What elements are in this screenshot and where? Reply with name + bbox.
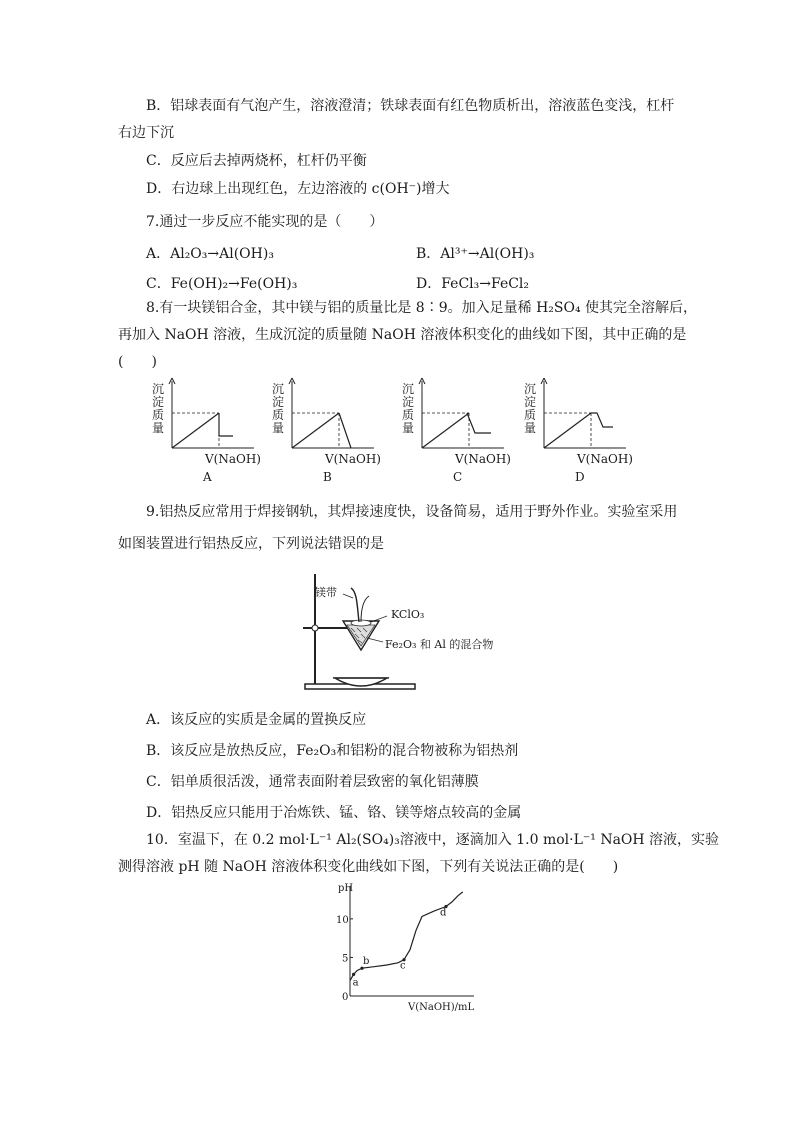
graph-ylabel-char: 淀 — [272, 395, 285, 409]
ph-point-label: a — [352, 977, 359, 989]
graph-ylabel-char: 质 — [402, 408, 415, 422]
q9-option-a: A．该反应的实质是金属的置换反应 — [146, 712, 367, 728]
ph-ytick-label: 0 — [342, 992, 349, 1003]
q7-option-d: D．FeCl₃→FeCl₂ — [416, 276, 530, 292]
q8-stem-line2: 再加入 NaOH 溶液，生成沉淀的质量随 NaOH 溶液体积变化的曲线如下图，其中正确的是 — [118, 327, 687, 343]
ph-ytick-label: 10 — [336, 914, 349, 926]
q6-option-d: D．右边球上出现红色，左边溶液的 c(OH⁻)增大 — [146, 181, 450, 197]
graph-ylabel-char: 淀 — [152, 395, 165, 409]
fall-line — [339, 413, 351, 448]
q7-option-a: A．Al₂O₃→Al(OH)₃ — [146, 246, 274, 262]
graph-ylabel-char: 量 — [524, 421, 537, 435]
q10-stem-line2: 测得溶液 pH 随 NaOH 溶液体积变化曲线如下图，下列有关说法正确的是( ) — [118, 859, 619, 875]
graph-xlabel: V(NaOH) — [577, 452, 633, 466]
graph-ylabel-char: 沉 — [402, 382, 415, 396]
q9-option-d: D．铝热反应只能用于冶炼铁、锰、铬、镁等熔点较高的金属 — [146, 805, 522, 821]
graph-letter: D — [575, 470, 585, 484]
q7-option-b: B．Al³⁺→Al(OH)₃ — [416, 246, 535, 262]
graph-ylabel-char: 量 — [152, 421, 165, 435]
graph-xlabel: V(NaOH) — [455, 452, 511, 466]
fall-line — [467, 413, 491, 433]
graph-letter: C — [453, 470, 463, 484]
graph-ylabel-char: 淀 — [524, 395, 537, 409]
ph-point-label: b — [363, 956, 370, 968]
graph-xlabel: V(NaOH) — [205, 452, 261, 466]
q9-stem-line2: 如图装置进行铝热反应，下列说法错误的是 — [118, 536, 384, 552]
magnesium-ribbon — [351, 588, 359, 622]
graph-ylabel-char: 沉 — [152, 382, 165, 396]
ph-point-label: d — [440, 907, 447, 919]
q7-stem: 7.通过一步反应不能实现的是（ ） — [146, 214, 384, 230]
rise-line — [172, 413, 219, 448]
q10-stem-line1: 10．室温下，在 0.2 mol·L⁻¹ Al₂(SO₄)₃溶液中，逐滴加入 1.0 mol·L⁻¹ NaOH 溶液，实验 — [146, 832, 720, 848]
rise-line — [544, 413, 591, 448]
label-mixture: Fe₂O₃ 和 Al 的混合物 — [385, 638, 494, 651]
graph-xlabel: V(NaOH) — [325, 452, 381, 466]
label-magnesium: 镁带 — [315, 586, 337, 599]
ph-ytick-label: 5 — [342, 953, 349, 965]
graph-ylabel-char: 淀 — [402, 395, 415, 409]
graph-ylabel-char: 量 — [272, 421, 285, 435]
q6-option-c: C．反应后去掉两烧杯，杠杆仍平衡 — [146, 153, 367, 169]
q8-stem-line3: ( ) — [118, 354, 157, 370]
graph-letter: B — [323, 470, 332, 484]
q6-option-b-line2: 右边下沉 — [118, 125, 174, 141]
graph-ylabel-char: 量 — [402, 421, 415, 435]
q9-option-c: C．铝单质很活泼，通常表面附着层致密的氧化铝薄膜 — [146, 774, 479, 790]
ph-chart — [320, 880, 480, 1015]
graph-ylabel-char: 质 — [152, 408, 165, 422]
fall-line — [591, 413, 613, 427]
q7-option-c: C．Fe(OH)₂→Fe(OH)₃ — [146, 276, 298, 292]
rise-line — [292, 413, 339, 448]
ph-point — [352, 973, 355, 976]
graph-ylabel-char: 沉 — [524, 382, 537, 396]
q6-option-b-line1: B．铝球表面有气泡产生，溶液澄清；铁球表面有红色物质析出，溶液蓝色变浅，杠杆 — [146, 98, 675, 114]
q9-stem-line1: 9.铝热反应常用于焊接钢轨，其焊接速度快，设备简易，适用于野外作业。实验室采用 — [146, 504, 678, 520]
graph-ylabel-char: 质 — [272, 408, 285, 422]
thermite-apparatus — [295, 570, 495, 695]
graph-letter: A — [203, 470, 212, 484]
graph-ylabel-char: 沉 — [272, 382, 285, 396]
ph-point-label: c — [400, 960, 406, 972]
rise-line — [422, 413, 469, 448]
q8-stem-line1: 8.有一块镁铝合金，其中镁与铝的质量比是 8∶9。加入足量稀 H₂SO₄ 使其完全溶解后， — [146, 300, 698, 316]
ph-ylabel: pH — [338, 883, 354, 894]
ph-xlabel: V(NaOH)/mL — [408, 1002, 475, 1013]
fall-line — [219, 413, 233, 436]
label-kclo3: KClO₃ — [391, 608, 425, 621]
q9-option-b: B．该反应是放热反应，Fe₂O₃和铝粉的混合物被称为铝热剂 — [146, 743, 519, 759]
graph-ylabel-char: 质 — [524, 408, 537, 422]
